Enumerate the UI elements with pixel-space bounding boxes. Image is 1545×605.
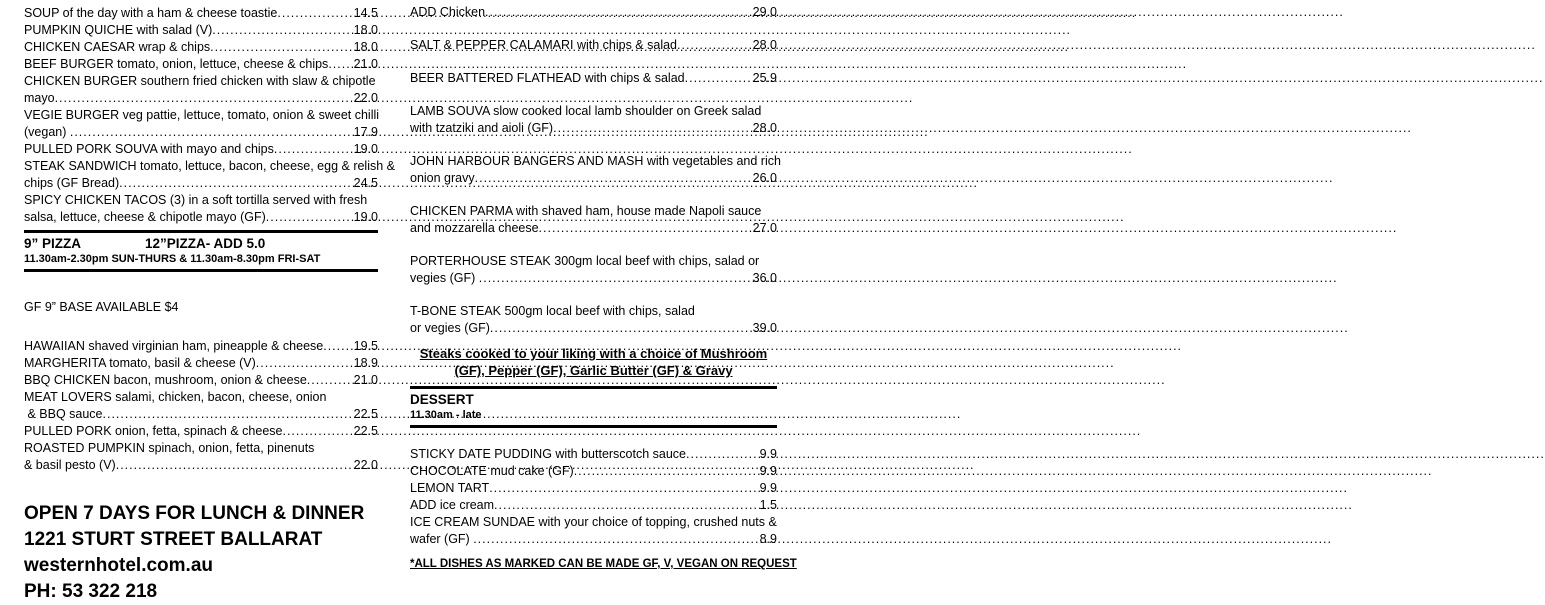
menu-item-price: 8.9: [759, 532, 777, 546]
dot-leader: [323, 338, 353, 355]
dot-leader: [574, 463, 760, 480]
menu-item-text: mayo: [24, 91, 55, 105]
menu-item-price: 19.0: [353, 210, 378, 224]
mains-item-list: [410, 4, 781, 337]
menu-item-text: MEAT LOVERS salami, chicken, bacon, cheese, onion: [24, 390, 327, 404]
menu-line: [410, 446, 777, 463]
menu-item-text: CHOCOLATE mud cake (GF): [410, 464, 574, 478]
steak-note-text: Steaks cooked to your liking with a choice of Mushroom: [419, 346, 768, 361]
menu-item-price: 9.9: [759, 447, 777, 461]
menu-item-text: PUMPKIN QUICHE with salad (V): [24, 23, 213, 37]
menu-line: [24, 192, 378, 209]
menu-line: [410, 480, 777, 497]
pizza-header-title-row: [24, 235, 378, 252]
dessert-item-list: [410, 446, 777, 548]
menu-line: [24, 440, 378, 457]
dot-leader: [256, 355, 354, 372]
menu-item-text: STICKY DATE PUDDING with butterscotch sauce: [410, 447, 687, 461]
pizza-item-list: [24, 338, 378, 474]
dot-leader: [70, 124, 354, 141]
menu-item-price: 19.5: [353, 339, 378, 353]
menu-item-text: SOUP of the day with a ham & cheese toastie: [24, 6, 278, 20]
menu-line: [24, 457, 378, 474]
pizza-hours: 11.30am-2.30pm SUN-THURS & 11.30am-8.30pm FRI-SAT: [24, 253, 321, 265]
dot-leader: [677, 37, 753, 54]
menu-item-text: PULLED PORK onion, fetta, spinach & cheese: [24, 424, 283, 438]
menu-item-text: CHICKEN PARMA with shaved ham, house made Napoli sauce: [410, 204, 762, 218]
menu-item-price: 21.0: [353, 373, 378, 387]
menu-item-price: 28.0: [752, 38, 777, 52]
pizza-size-9-label: 9” PIZZA: [24, 236, 82, 251]
menu-line: [24, 158, 395, 175]
dot-leader: [103, 406, 354, 423]
menu-item-text: & BBQ sauce: [24, 407, 103, 421]
venue-info-text: westernhotel.com.au: [24, 555, 213, 576]
menu-line: [410, 70, 777, 87]
menu-item-text: ADD Chicken: [410, 5, 486, 19]
menu-item-text: & basil pesto (V): [24, 458, 116, 472]
dot-leader: [685, 70, 753, 87]
dessert-section-header: [410, 386, 777, 428]
dot-leader: [489, 480, 759, 497]
menu-line: [410, 514, 777, 531]
menu-item-text: BEEF BURGER tomato, onion, lettuce, cheese & chips: [24, 57, 329, 71]
menu-item-text: T-BONE STEAK 500gm local beef with chips, salad: [410, 304, 695, 318]
menu-item-text: onion gravy: [410, 171, 475, 185]
menu-line: [410, 153, 781, 170]
menu-item-text: or vegies (GF): [410, 321, 490, 335]
dot-leader: [212, 22, 353, 39]
menu-item-price: 18.9: [353, 356, 378, 370]
dot-leader: [553, 120, 753, 137]
menu-item-price: 29.0: [752, 5, 777, 19]
dot-leader: [328, 56, 353, 73]
menu-item-price: 17.9: [353, 125, 378, 139]
menu-item-price: 26.0: [752, 171, 777, 185]
menu-line: [24, 406, 378, 423]
menu-item-price: 36.0: [752, 271, 777, 285]
gf-base-note: GF 9” BASE AVAILABLE $4: [24, 300, 179, 314]
menu-item-text: ICE CREAM SUNDAE with your choice of topping, crushed nuts &: [410, 515, 777, 529]
dessert-hours: 11.30am - late: [410, 409, 482, 421]
dot-leader: [539, 220, 753, 237]
menu-item-text: ADD ice cream: [410, 498, 495, 512]
left-column: [24, 5, 395, 605]
menu-line: [24, 423, 378, 440]
menu-item-price: 9.9: [759, 464, 777, 478]
dot-leader: [282, 423, 353, 440]
dot-leader: [473, 531, 759, 548]
menu-item-price: 25.9: [752, 71, 777, 85]
dot-leader: [119, 175, 353, 192]
menu-item-text: PULLED PORK SOUVA with mayo and chips: [24, 142, 274, 156]
menu-line: [24, 355, 378, 372]
menu-item-price: 22.0: [353, 91, 378, 105]
menu-line: [24, 389, 378, 406]
menu-item-text: LEMON TART: [410, 481, 490, 495]
menu-line: [24, 124, 378, 141]
menu-item-text: STEAK SANDWICH tomato, lettuce, bacon, cheese, egg & relish &: [24, 159, 395, 173]
dessert-title: DESSERT: [410, 392, 474, 407]
menu-item-text: SPICY CHICKEN TACOS (3) in a soft tortilla served with fresh: [24, 193, 368, 207]
menu-line: [410, 303, 777, 320]
menu-item-text: VEGIE BURGER veg pattie, lettuce, tomato, onion & sweet chilli: [24, 108, 380, 122]
menu-item-price: 22.0: [353, 458, 378, 472]
venue-info-line: [24, 501, 378, 527]
menu-item-price: 9.9: [759, 481, 777, 495]
menu-line: [24, 73, 378, 90]
menu-item-price: 39.0: [752, 321, 777, 335]
menu-item-text: and mozzarella cheese: [410, 221, 539, 235]
menu-line: [410, 120, 777, 137]
dot-leader: [490, 320, 753, 337]
menu-line: [24, 338, 378, 355]
menu-item-text: PORTERHOUSE STEAK 300gm local beef with chips, salad or: [410, 254, 760, 268]
dot-leader: [686, 446, 760, 463]
menu-item-text: SALT & PEPPER CALAMARI with chips & salad: [410, 38, 678, 52]
menu-line: [410, 170, 777, 187]
menu-item-text: chips (GF Bread): [24, 176, 120, 190]
menu-item-text: with tzatziki and aioli (GF): [410, 121, 554, 135]
menu-item-price: 22.5: [353, 424, 378, 438]
menu-item-text: BBQ CHICKEN bacon, mushroom, onion & cheese: [24, 373, 307, 387]
venue-info-text: 1221 STURT STREET BALLARAT: [24, 529, 323, 550]
menu-line: [410, 531, 777, 548]
steak-note-text: (GF), Pepper (GF), Garlic Butter (GF) & Gravy: [454, 363, 733, 378]
menu-item-price: 18.0: [353, 40, 378, 54]
menu-line: [24, 372, 378, 389]
lunch-item-list: [24, 5, 395, 226]
menu-item-price: 21.0: [353, 57, 378, 71]
menu-line: [410, 320, 777, 337]
menu-item-text: CHICKEN CAESAR wrap & chips: [24, 40, 211, 54]
menu-line: [410, 253, 777, 270]
menu-line: [24, 141, 378, 158]
steak-note-line: [410, 362, 777, 379]
menu-item-text: BEER BATTERED FLATHEAD with chips & salad: [410, 71, 685, 85]
dot-leader: [307, 372, 354, 389]
menu-item-text: salsa, lettuce, cheese & chipotle mayo (GF): [24, 210, 266, 224]
menu-line: [24, 22, 378, 39]
menu-line: [24, 90, 378, 107]
menu-item-text: MARGHERITA tomato, basil & cheese (V): [24, 356, 256, 370]
dot-leader: [116, 457, 354, 474]
venue-info-text: PH: 53 322 218: [24, 581, 158, 602]
steak-note-line: [410, 345, 777, 362]
menu-line: [410, 203, 777, 220]
menu-item-text: (vegan): [24, 125, 70, 139]
menu-item-price: 19.0: [353, 142, 378, 156]
venue-info-line: [24, 553, 378, 579]
menu-item-price: 24.5: [353, 176, 378, 190]
menu-item-price: 27.0: [752, 221, 777, 235]
menu-line: [24, 5, 378, 22]
menu-item-text: HAWAIIAN shaved virginian ham, pineapple & cheese: [24, 339, 324, 353]
menu-item-text: ROASTED PUMPKIN spinach, onion, fetta, pinenuts: [24, 441, 315, 455]
menu-line: [24, 175, 378, 192]
menu-line: [410, 103, 777, 120]
dot-leader: [494, 497, 760, 514]
menu-line: [410, 37, 777, 54]
menu-line: [24, 107, 378, 124]
menu-line: [410, 4, 777, 21]
pizza-size-12-label: 12”PIZZA- ADD 5.0: [145, 236, 266, 251]
menu-line: [24, 39, 378, 56]
menu-item-price: 1.5: [759, 498, 777, 512]
right-column: [410, 4, 797, 572]
pizza-section-header: [24, 230, 378, 272]
menu-item-text: wafer (GF): [410, 532, 474, 546]
dot-leader: [485, 4, 753, 21]
venue-info-line: [24, 579, 378, 605]
dot-leader: [274, 141, 354, 158]
menu-item-price: 28.0: [752, 121, 777, 135]
venue-info-text: OPEN 7 DAYS FOR LUNCH & DINNER: [24, 503, 365, 524]
menu-item-price: 18.0: [353, 23, 378, 37]
dot-leader: [277, 5, 353, 22]
dot-leader: [55, 90, 354, 107]
venue-info: [24, 501, 378, 605]
menu-item-text: CHICKEN BURGER southern fried chicken with slaw & chipotle: [24, 74, 376, 88]
menu-line: [410, 220, 777, 237]
menu-item-price: 14.5: [353, 6, 378, 20]
dot-leader: [210, 39, 353, 56]
steak-sauce-note: [410, 345, 777, 379]
venue-info-line: [24, 527, 378, 553]
menu-line: [410, 497, 777, 514]
dot-leader: [479, 270, 753, 287]
menu-line: [410, 463, 777, 480]
dietary-footnote: *ALL DISHES AS MARKED CAN BE MADE GF, V, VEGAN ON REQUEST: [410, 558, 797, 570]
dot-leader: [266, 209, 354, 226]
menu-line: [410, 270, 777, 287]
menu-line: [24, 209, 378, 226]
dot-leader: [475, 170, 753, 187]
menu-item-text: LAMB SOUVA slow cooked local lamb shoulder on Greek salad: [410, 104, 762, 118]
menu-line: [24, 56, 378, 73]
menu-item-text: vegies (GF): [410, 271, 479, 285]
menu-item-text: JOHN HARBOUR BANGERS AND MASH with vegetables and rich: [410, 154, 781, 168]
menu-item-price: 22.5: [353, 407, 378, 421]
